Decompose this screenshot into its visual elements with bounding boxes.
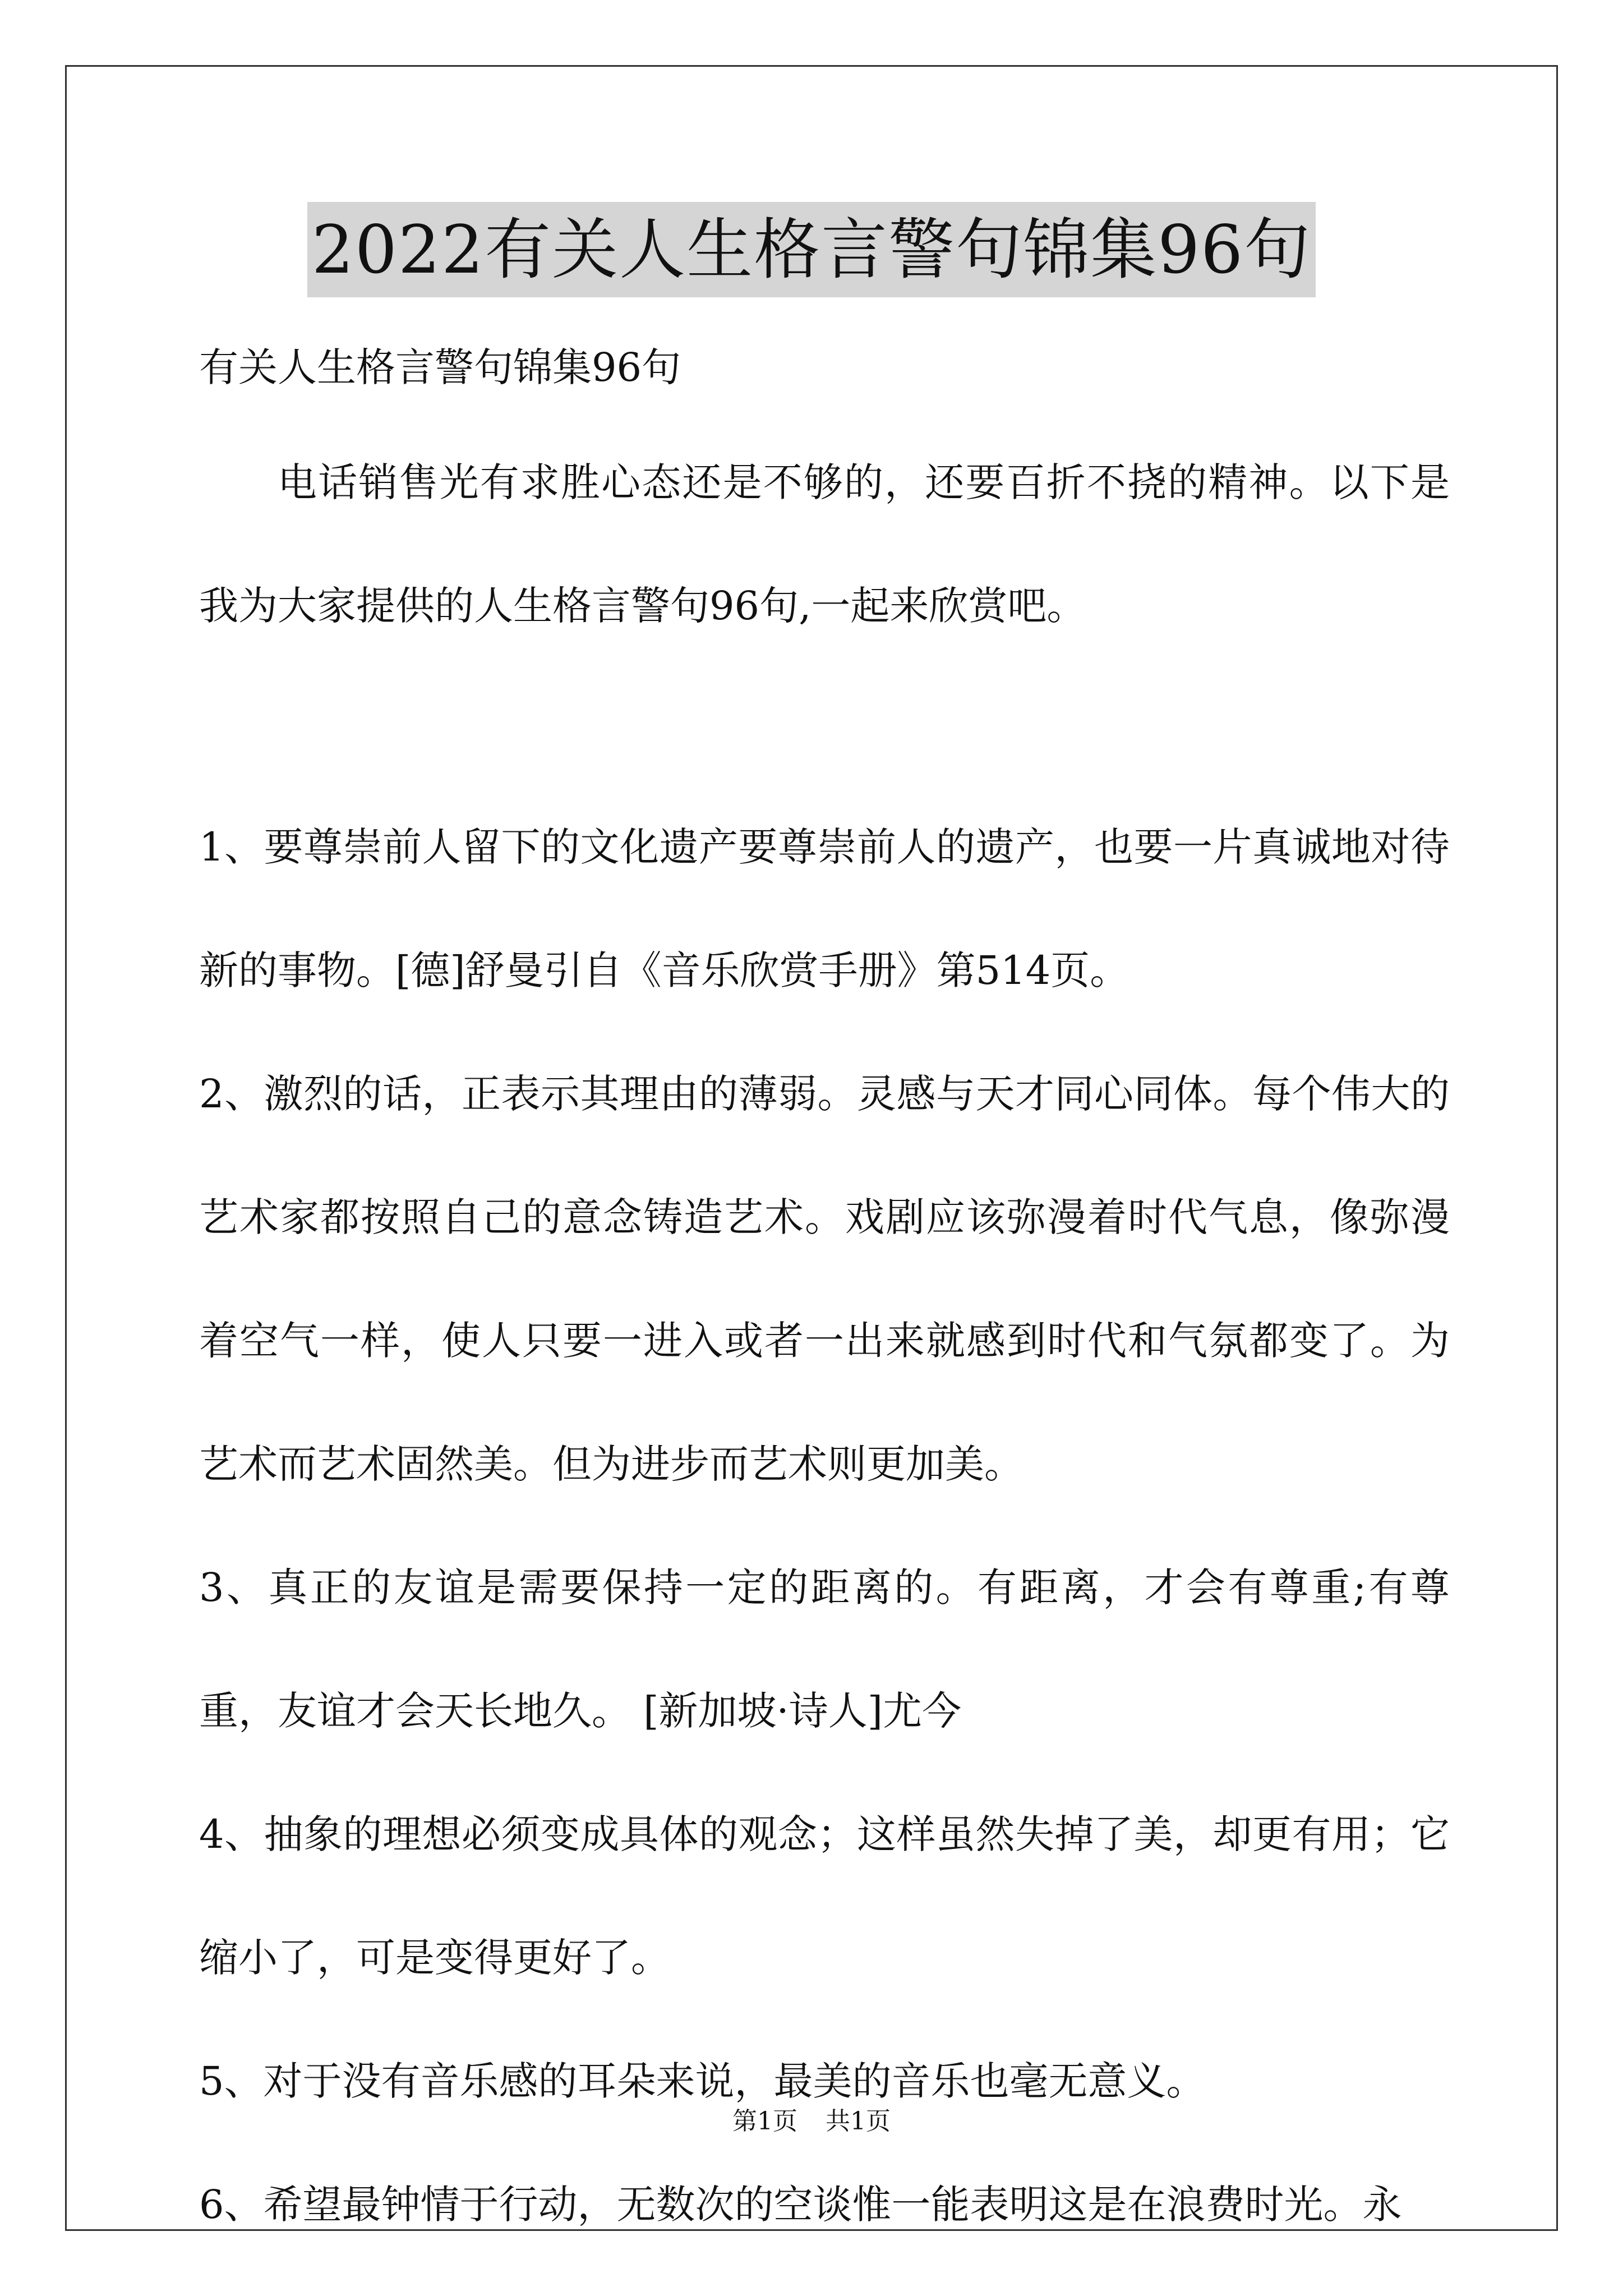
page-footer <box>0 2101 1623 2137</box>
quote-item-2: 2、激烈的话，正表示其理由的薄弱。灵感与天才同心同体。每个伟大的艺术家都按照自己的意念铸造艺术。戏剧应该弥漫着时代气息，像弥漫着空气一样，使人只要一进入或者一出来就感到时代和气氛都变了。为艺术而艺术固然美。但为进步而艺术则更加美。 <box>199 1071 1450 1487</box>
document-subtitle: 有关人生格言警句锦集96句 <box>199 344 681 390</box>
page-number: 第1页 <box>732 2107 797 2136</box>
intro-paragraph: 电话销售光有求胜心态还是不够的，还要百折不挠的精神。以下是我为大家提供的人生格言警句96句,一起来欣赏吧。 <box>199 459 1450 629</box>
quote-item-3: 3、真正的友谊是需要保持一定的距离的。有距离，才会有尊重;有尊重，友谊才会天长地久。 [新加坡·诗人]尤今 <box>199 1565 1450 1734</box>
page-total: 共1页 <box>826 2107 891 2136</box>
quote-item-1: 1、要尊崇前人留下的文化遗产要尊崇前人的遗产，也要一片真诚地对待新的事物。[德]舒曼引自《音乐欣赏手册》第514页。 <box>199 824 1450 993</box>
quote-item-5: 5、对于没有音乐感的耳朵来说，最美的音乐也毫无意义。 <box>199 2058 1206 2104</box>
document-body <box>199 314 1450 2266</box>
quote-item-6: 6、希望最钟情于行动，无数次的空谈惟一能表明这是在浪费时光。永 <box>199 2182 1402 2228</box>
title-container <box>0 202 1623 297</box>
document-title: 2022有关人生格言警句锦集96句 <box>307 202 1316 297</box>
quote-item-4: 4、抽象的理想必须变成具体的观念；这样虽然失掉了美，却更有用；它缩小了，可是变得更好了。 <box>199 1811 1450 1981</box>
